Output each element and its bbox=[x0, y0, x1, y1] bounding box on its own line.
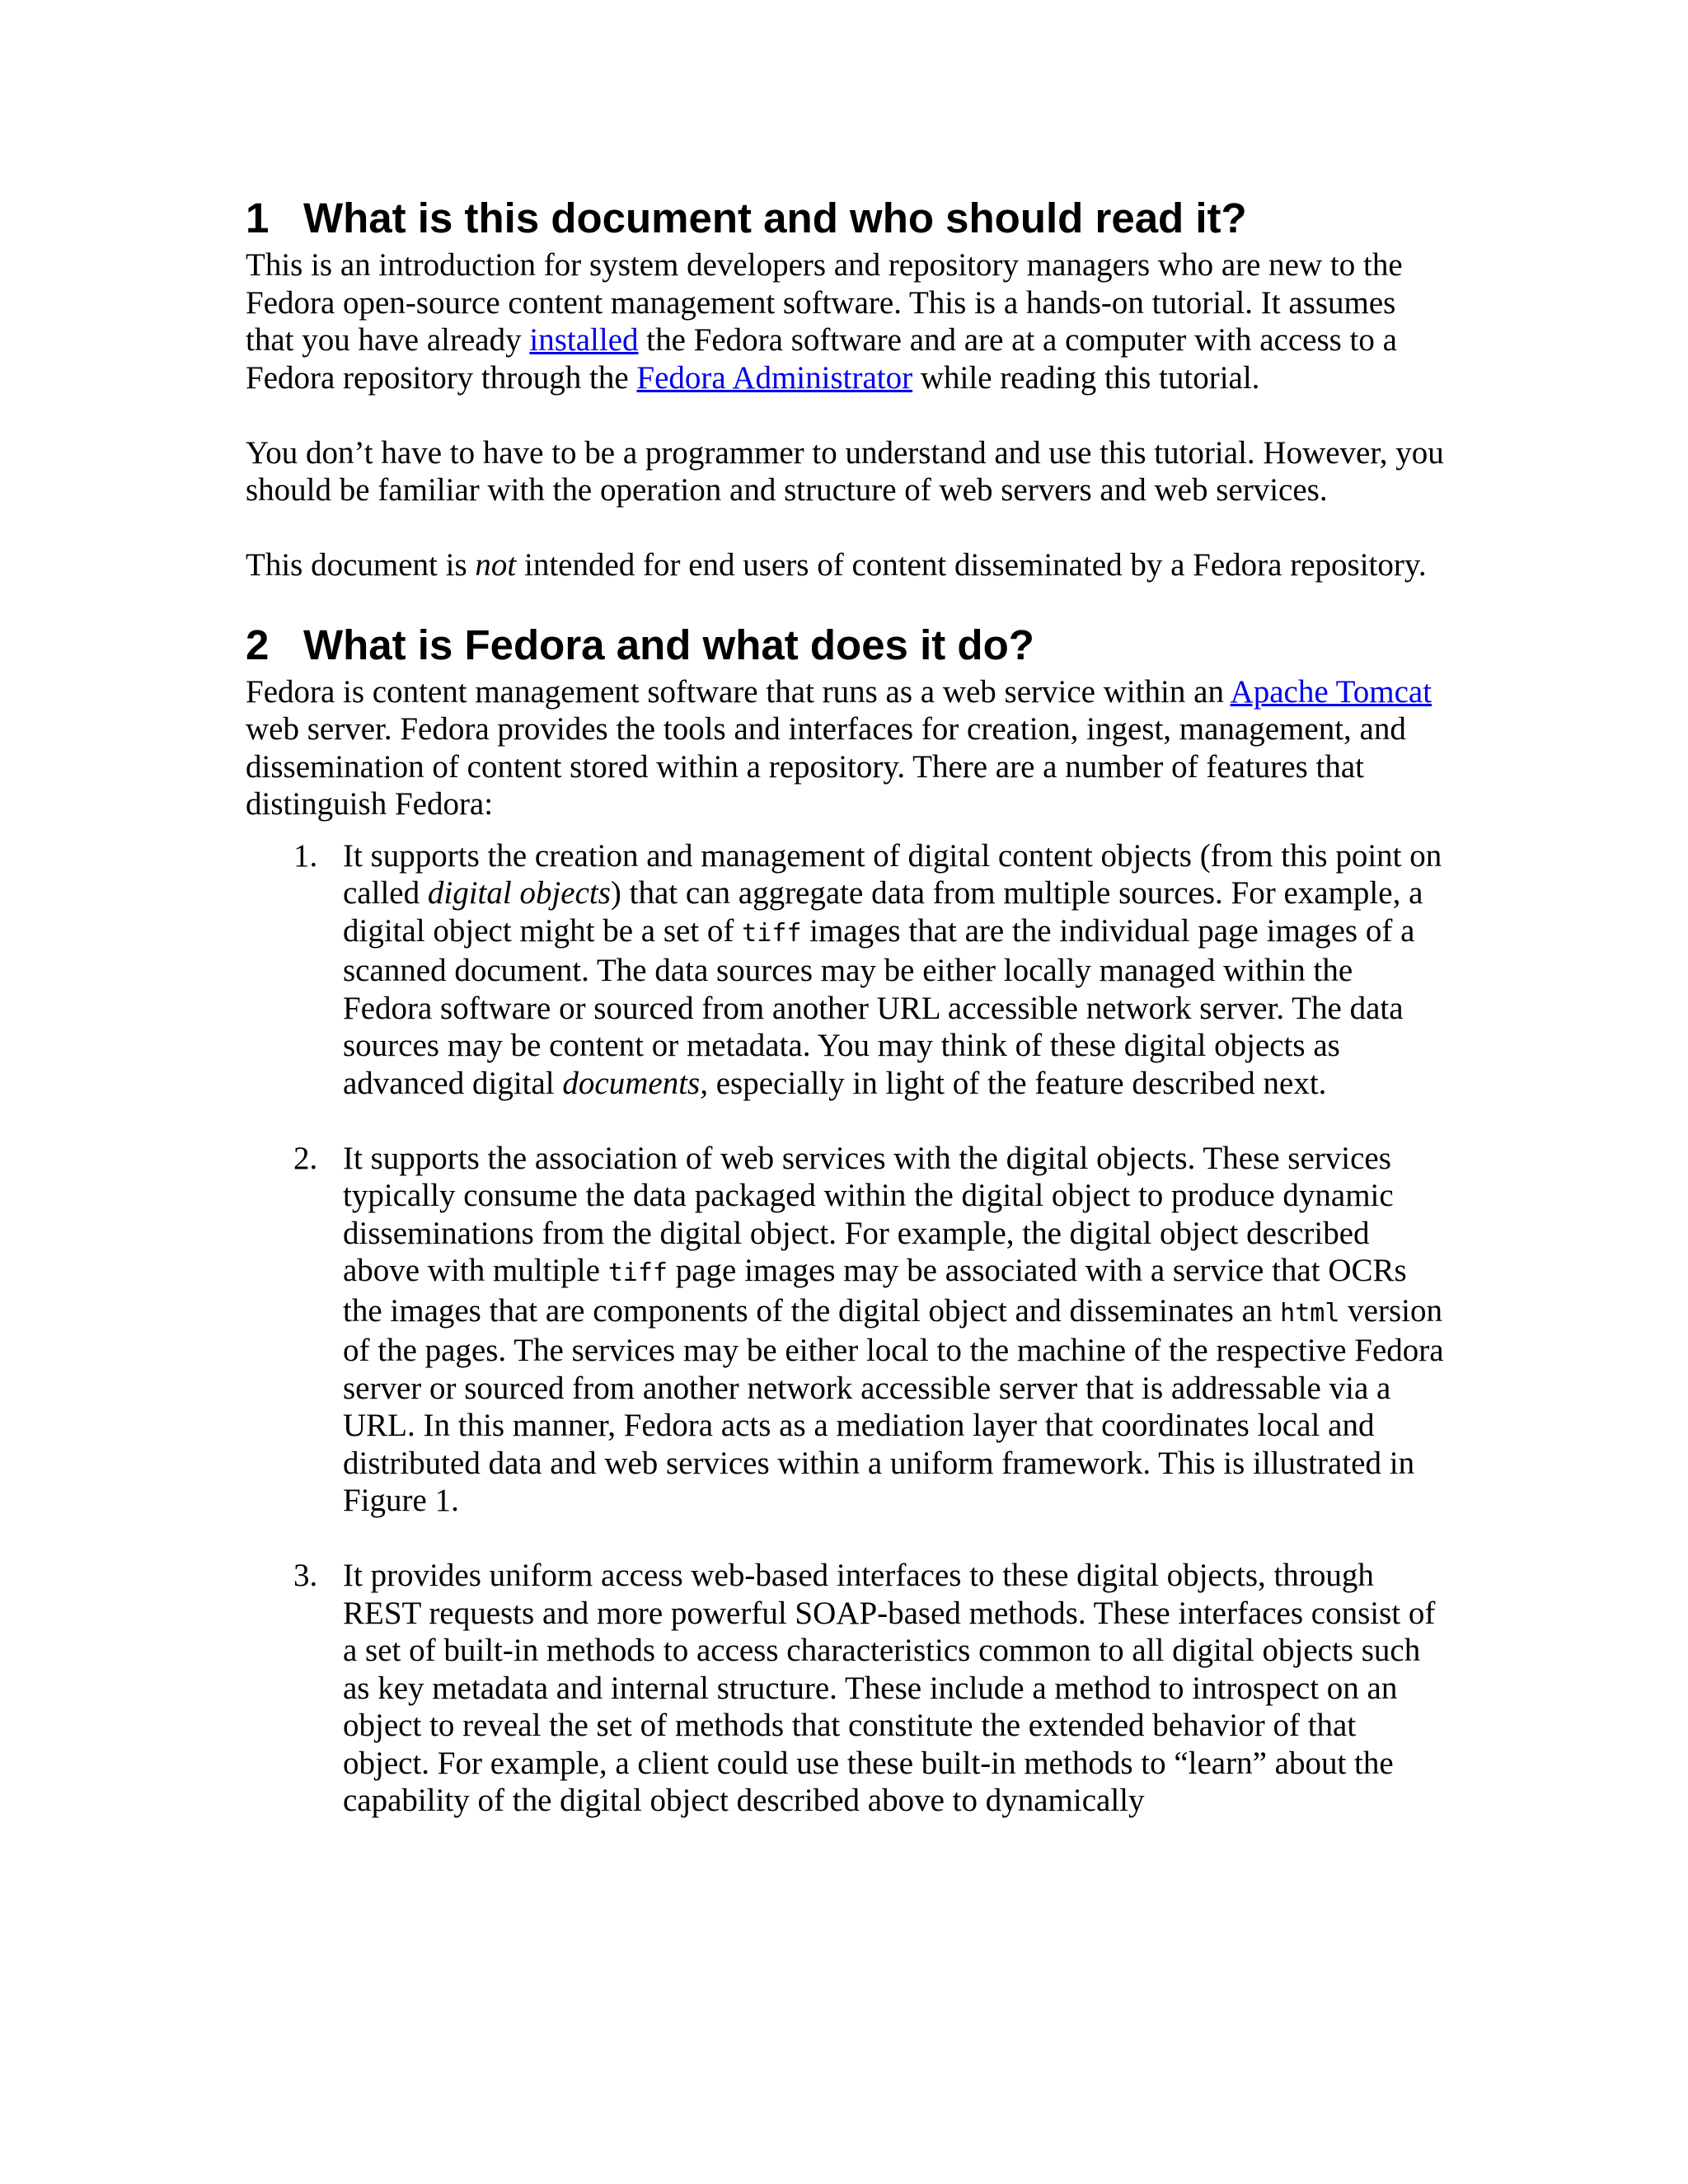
section-2-title: What is Fedora and what does it do? bbox=[303, 621, 1034, 668]
section-2-intro: Fedora is content management software that runs as a web service within an Apache Tomcat web server. Fedora provides the tools and interfaces for creation, ingest, management, and dissemination of content stored within a repository. There are a number of features that distinguish Fedora: bbox=[246, 673, 1432, 822]
inline-code: tiff bbox=[742, 918, 802, 948]
list-item-marker: 3. bbox=[293, 1558, 318, 1593]
installed-link[interactable]: installed bbox=[529, 322, 639, 358]
section-1-paragraph-2: You don’t have to have to be a programmer to understand and use this tutorial. However, you should be familiar with the operation and structure of web servers and web services. bbox=[246, 434, 1444, 508]
emphasis-not: not bbox=[475, 547, 517, 583]
list-item: 3. It provides uniform access web-based interfaces to these digital objects, through REST requests and more powerful SOAP-based methods. These interfaces consist of a set of built-in methods to access characteristics common to all digital objects such as key metadata and internal structure. These include a method to introspect on an object to reveal the set of methods that constitute the extended behavior of that object. For example, a client could use these built-in methods to “learn” about the capability of the digital object described above to dynamically bbox=[293, 1558, 1436, 1818]
feature-list bbox=[246, 837, 1449, 1820]
section-1-paragraph-1: This is an introduction for system developers and repository managers who are new to the Fedora open-source content management software. This is a hands-on tutorial. It assumes that you have already installed the Fedora software and are at a computer with access to a Fedora repository through the Fedora Administrator while reading this tutorial. bbox=[246, 247, 1403, 396]
apache-tomcat-link[interactable]: Apache Tomcat bbox=[1230, 673, 1432, 710]
list-item-marker: 1. bbox=[293, 837, 318, 874]
list-item: 1. It supports the creation and management of digital content objects (from this point on called digital objects) that can aggregate data from multiple sources. For example, a digital object might be a set of tiff images that are the individual page images of a scanned document. The data sources may be either locally managed within the Fedora software or sourced from another URL accessible network server. The data sources may be content or metadata. You may think of these digital objects as advanced digital documents, especially in light of the feature described next. bbox=[293, 837, 1442, 1101]
section-1-title: What is this document and who should read it? bbox=[303, 194, 1247, 241]
document-page bbox=[246, 194, 1449, 1857]
list-item: 2. It supports the association of web services with the digital objects. These services typically consume the data packaged within the digital object to produce dynamic disseminations from the digital object. For example, the digital object described above with multiple tiff page images may be associated with a service that OCRs the images that are components of the digital object and disseminates an html version of the pages. The services may be either local to the machine of the respective Fedora server or sourced from another network accessible server that is addressable via a URL. In this manner, Fedora acts as a mediation layer that coordinates local and distributed data and web services within a uniform framework. This is illustrated in Figure 1. bbox=[293, 1140, 1444, 1518]
section-1-heading bbox=[246, 194, 1449, 243]
list-item-marker: 2. bbox=[293, 1140, 318, 1176]
inline-code: tiff bbox=[607, 1258, 668, 1287]
section-2-number: 2 bbox=[246, 621, 270, 668]
fedora-administrator-link[interactable]: Fedora Administrator bbox=[636, 359, 913, 396]
inline-code: html bbox=[1280, 1298, 1340, 1328]
section-2-heading bbox=[246, 621, 1449, 670]
section-1-number: 1 bbox=[246, 194, 270, 241]
section-1-paragraph-3: This document is not intended for end users of content disseminated by a Fedora repository. bbox=[246, 547, 1427, 583]
